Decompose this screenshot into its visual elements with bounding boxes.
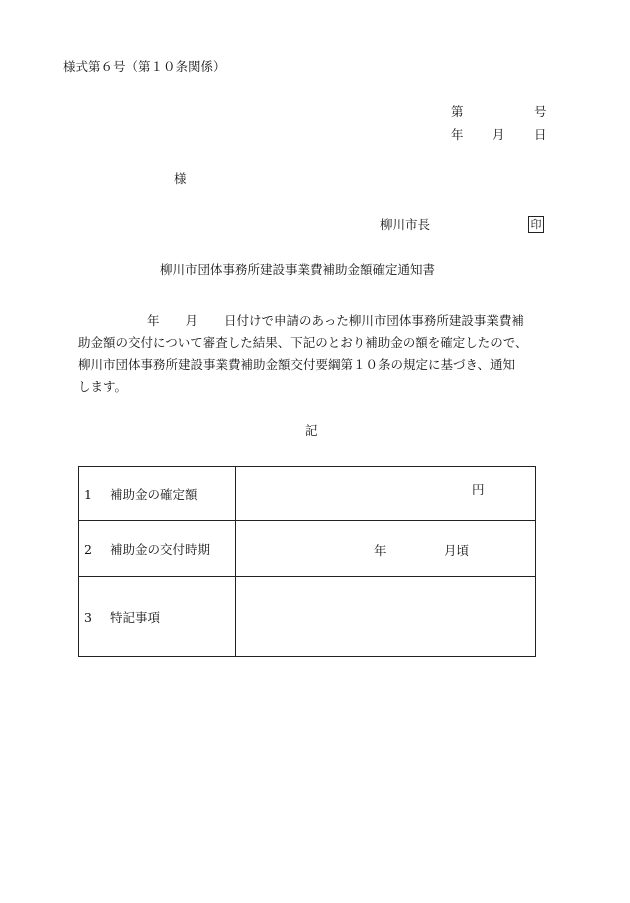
ki-heading: 記	[305, 423, 318, 438]
body-line-2: 助金額の交付について審査した結果、下記のとおり補助金の額を確定したので、	[78, 335, 528, 350]
doc-number-suffix: 号	[534, 104, 547, 119]
date-day: 日	[534, 127, 547, 142]
body-month: 月	[185, 313, 199, 328]
issuer-name: 柳川市長	[380, 217, 431, 232]
item-value-cell	[236, 467, 536, 521]
item-label-cell	[79, 467, 236, 521]
item-number: 1	[84, 486, 92, 502]
timing-month: 月頃	[444, 543, 470, 558]
addressee-suffix: 様	[174, 171, 187, 186]
item-label-cell	[79, 577, 236, 657]
item-number: 2	[84, 541, 92, 557]
form-number-label: 様式第６号（第１０条関係）	[63, 59, 226, 74]
seal-mark: 印	[528, 216, 544, 233]
items-table	[78, 466, 536, 657]
timing-year: 年	[374, 543, 387, 558]
date-month: 月	[492, 127, 505, 142]
table-row	[79, 467, 536, 521]
item-label: 特記事項	[110, 609, 161, 625]
amount-unit: 円	[472, 482, 485, 497]
table-row	[79, 521, 536, 577]
date-year: 年	[451, 127, 464, 142]
item-label: 補助金の交付時期	[110, 541, 211, 557]
body-line-3: 柳川市団体事務所建設事業費補助金額交付要綱第１０条の規定に基づき、通知	[78, 357, 516, 372]
body-year: 年	[147, 313, 160, 328]
body-line-4: します。	[78, 379, 128, 394]
item-value-cell	[236, 577, 536, 657]
body-paragraph	[78, 310, 548, 398]
item-label-cell	[79, 521, 236, 577]
item-number: 3	[84, 609, 92, 625]
document-title: 柳川市団体事務所建設事業費補助金額確定通知書	[160, 262, 436, 277]
item-value-cell	[236, 521, 536, 577]
body-line-1	[78, 310, 548, 332]
item-label: 補助金の確定額	[110, 486, 198, 502]
table-row	[79, 577, 536, 657]
body-line-1-text: 日付けで申請のあった柳川市団体事務所建設事業費補	[224, 313, 524, 328]
doc-number-prefix: 第	[451, 104, 464, 119]
